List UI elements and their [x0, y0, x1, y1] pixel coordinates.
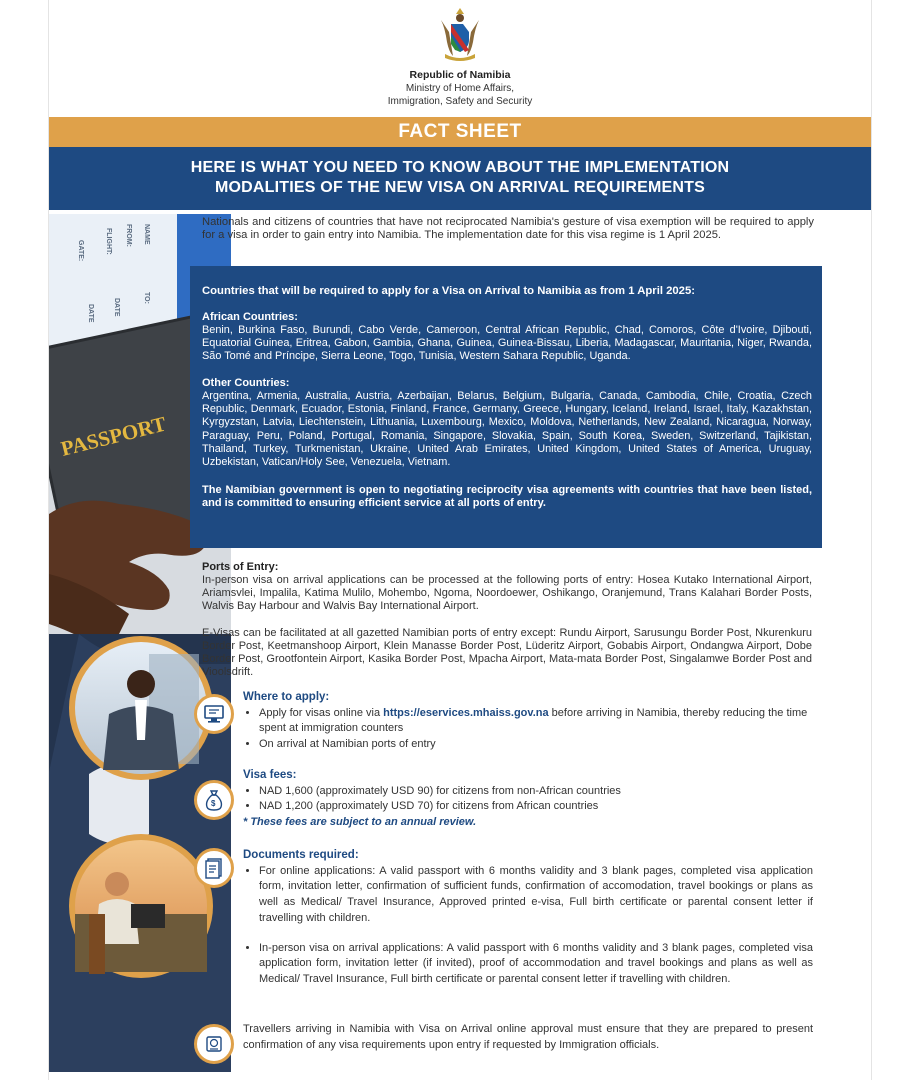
ticket-label-flight: FLIGHT:: [105, 228, 112, 255]
documents-text: [243, 848, 813, 988]
fees-heading: Visa fees:: [243, 769, 297, 781]
visa-fees-section: [192, 768, 822, 832]
countries-title: Countries that will be required to apply for a Visa on Arrival to Namibia as from 1 April 2025:: [202, 285, 695, 297]
other-countries-list: Argentina, Armenia, Australia, Austria, Azerbaijan, Belarus, Belgium, Bulgaria, Canada, Cambodia, Chile, Croatia, Czech Republic, Denmark, Ecuador, Estonia, Finland, France, Germany, Greece, Hungary, Iceland, Ireland, Israel, Italy, Kazakhstan, Kyrgyzstan, Latvia, Liechtenstein, Lithuania, Luxembourg, Mexico, Moldova, Netherlands, New Zealand, Nicaragua, Norway, Paraguay, Peru, Poland, Portugal, Romania, Singapore, Slovakia, Spain, South Korea, Sweden, Switzerland, Tajikistan, Thailand, Turkey, Turkmenistan, Ukraine, United Arab Emirates, United Kingdom, United States of America, Uruguay, Uzbekistan, Vatican/Holy See, Venezuela, Vietnam.: [202, 390, 812, 468]
ports-of-entry: [202, 561, 812, 613]
ticket-label-gate: GATE:: [77, 240, 84, 262]
other-countries-heading: Other Countries:: [202, 377, 290, 390]
svg-text:$: $: [211, 799, 216, 808]
african-countries-heading: African Countries:: [202, 311, 298, 323]
passport-stamp-icon: [194, 1024, 234, 1064]
headline-line2: MODALITIES OF THE NEW VISA ON ARRIVAL REQUIREMENTS: [214, 179, 705, 196]
header-title: Republic of Namibia: [409, 69, 511, 81]
fees-note: * These fees are subject to an annual review.: [243, 815, 477, 828]
intro-block: [190, 216, 814, 242]
countries-box: [190, 266, 822, 548]
coat-of-arms-icon: [437, 6, 483, 64]
where-b1-post: before arriving in Namibia, thereby reducing the time spent at immigration counters: [259, 706, 808, 734]
ticket-label-date: DATE: [113, 298, 120, 317]
headline: [49, 147, 871, 210]
eservices-link[interactable]: https://eservices.mhaiss.gov.na: [383, 706, 549, 719]
final-note-section: [192, 1022, 822, 1076]
where-to-apply-section: [192, 690, 822, 760]
where-b1-pre: Apply for visas online via: [259, 706, 384, 719]
fee-african: • NAD 1,200 (approximately USD 70) for citizens from African countries: [259, 799, 813, 815]
document-icon: [194, 848, 234, 888]
ticket-label-name: NAME: [143, 224, 150, 245]
where-heading: Where to apply:: [243, 691, 330, 703]
passport-text: PASSPORT: [58, 411, 169, 461]
documents-in-person: • In-person visa on arrival applications: A valid passport with 6 months validity and 3 blank pages, completed visa application form, invitation letter (if invited), proof of accommodation and travel bookings and plans as well as Medical/ Travel Insurance, Full birth certificate or parental consent letter if travelling with children.: [259, 941, 813, 988]
headline-line1: HERE IS WHAT YOU NEED TO KNOW ABOUT THE IMPLEMENTATION: [190, 159, 730, 176]
ticket-label-to: TO:: [143, 292, 150, 304]
final-note-text: Travellers arriving in Namibia with Visa on Arrival online approval must ensure that they are prepared to present confirmation of any visa requirements upon entry if requested by Immigration officials.: [243, 1023, 813, 1051]
documents-heading: Documents required:: [243, 849, 359, 861]
header-ministry-line1: Ministry of Home Affairs,: [405, 83, 515, 94]
documents-online: • For online applications: A valid passport with 6 months validity and 3 blank pages, completed visa application form, invitation letter, confirmation of sufficient funds, confirmation of accomodation, travel bookings or plans as well as Medical/ Travel Insurance, Approved printed e-visa, Full birth certificate or parental consent letter if travelling with children.: [259, 864, 813, 927]
fee-non-african: • NAD 1,600 (approximately USD 90) for citizens from non-African countries: [259, 784, 813, 800]
countries-closing: The Namibian government is open to negotiating reciprocity visa agreements with countries that have been listed, and is committed to ensuring efficient service at all ports of entry.: [202, 483, 812, 510]
fact-sheet-band: FACT SHEET: [49, 117, 871, 147]
intro-text: Nationals and citizens of countries that have not reciprocated Namibia's gesture of visa exemption will be required to apply for a visa in order to gain entry into Namibia. The implementation date for this visa regime is 1 April 2025.: [202, 216, 814, 241]
ticket-label-from: FROM:: [125, 224, 132, 247]
where-to-apply-text: [243, 690, 813, 752]
header: [49, 0, 871, 116]
visa-fees-text: [243, 768, 813, 830]
documents-required-section: [192, 848, 822, 1008]
african-countries-list: Benin, Burkina Faso, Burundi, Cabo Verde, Cameroon, Central African Republic, Chad, Comoros, Côte d'Ivoire, Djibouti, Equatorial Guinea, Eritrea, Gabon, Gambia, Ghana, Guinea, Guinea-Bissau, Liberia, Madagascar, Mauritania, Niger, Rwanda, São Tomé and Príncipe, Sierra Leone, Togo, Tunisia, Western Sahara Republic, Uganda.: [202, 324, 812, 363]
ticket-label-date2: DATE: [87, 304, 94, 323]
where-bullet-arrival: • On arrival at Namibian ports of entry: [259, 737, 813, 753]
money-bag-icon: [194, 780, 234, 820]
computer-icon: [194, 694, 234, 734]
ports-text: In-person visa on arrival applications can be processed at the following ports of entry: Hosea Kutako International Airport, Ariamsvlei, Impalila, Katima Mulilo, Mohembo, Ngoma, Noordoewer, Oshikango, Oranjemund, Trans Kalahari Border Posts, Walvis Bay Harbour and Walvis Bay International Airport.: [202, 574, 812, 612]
evisa-text: E-Visas can be facilitated at all gazetted Namibian ports of entry except: Rundu Airport, Sarusungu Border Post, Nkurenkuru Border Post, Keetmanshoop Airport, Klein Manasse Border Post, Lüderitz Airport, Gobabis Airport, Ondangwa Airport, Dobe Border Post, Grootfontein Airport, Kasika Border Post, Mpacha Airport, Mata-mata Border Post, Singalamwe Border Post and Vioolsdrift.: [202, 627, 812, 678]
ports-heading: Ports of Entry:: [202, 561, 279, 573]
header-ministry-line2: Immigration, Safety and Security: [387, 96, 533, 107]
where-bullet-online: [259, 706, 813, 737]
